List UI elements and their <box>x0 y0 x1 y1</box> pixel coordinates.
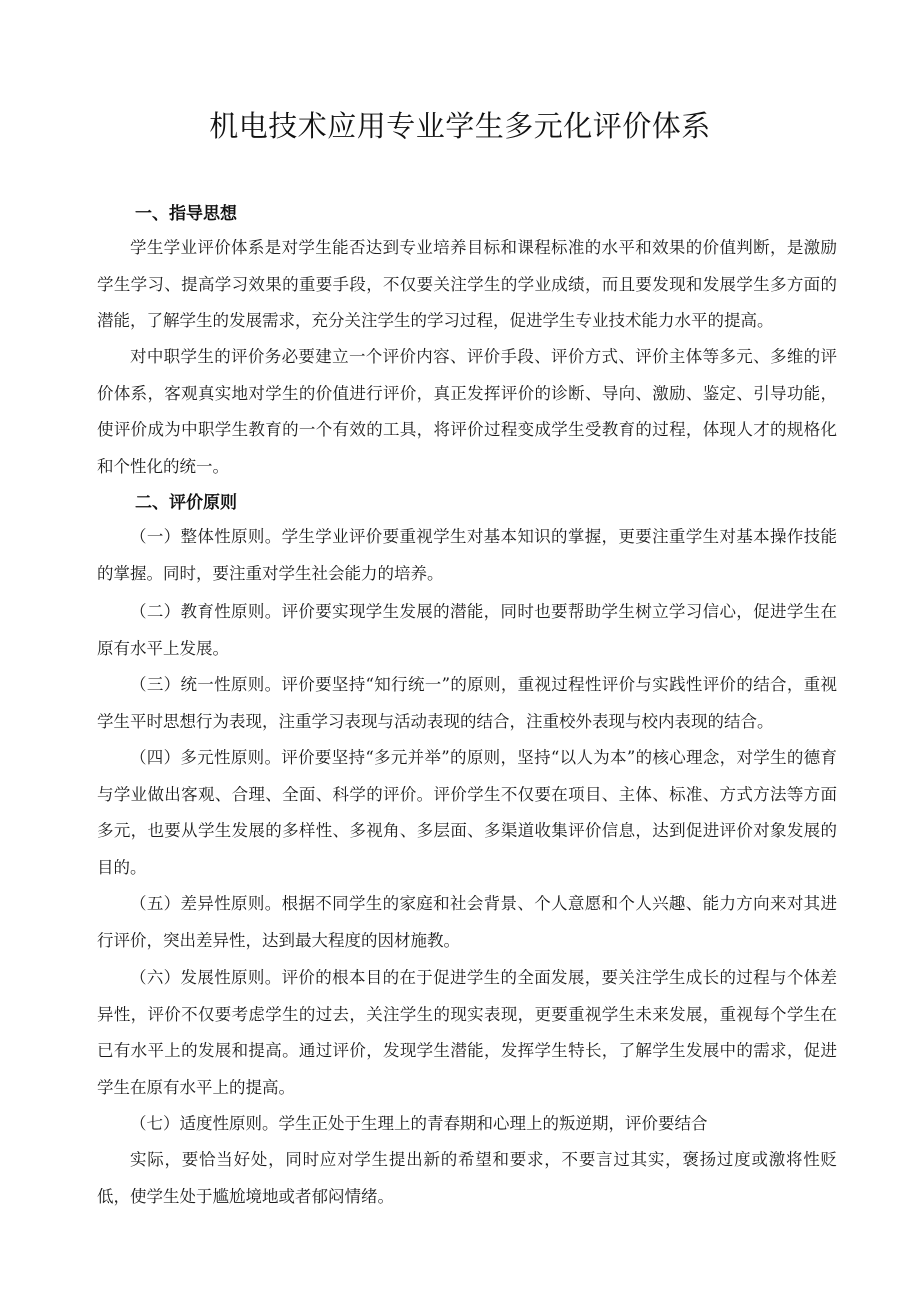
paragraph: （六）发展性原则。评价的根本目的在于促进学生的全面发展，要关注学生成长的过程与个体差异性，评价不仅要考虑学生的过去，关注学生的现实表现，更要重视学生未来发展，重视每个学生在已有水平上的发展和提高。通过评价，发现学生潜能，发挥学生特长，了解学生发展中的需求，促进学生在原有水平上的提高。 <box>97 968 837 1097</box>
section-heading-evaluation-principles: 二、评价原则 <box>135 493 237 513</box>
section-heading-guiding-ideology: 一、指导思想 <box>135 204 237 224</box>
paragraph: （五）差异性原则。根据不同学生的家庭和社会背景、个人意愿和个人兴趣、能力方向来对其进行评价，突出差异性，达到最大程度的因材施教。 <box>97 894 837 950</box>
paragraph: （一）整体性原则。学生学业评价要重视学生对基本知识的掌握，更要注重学生对基本操作技能的掌握。同时，要注重对学生社会能力的培养。 <box>97 527 837 583</box>
paragraph: 对中职学生的评价务必要建立一个评价内容、评价手段、评价方式、评价主体等多元、多维的评价体系，客观真实地对学生的价值进行评价，真正发挥评价的诊断、导向、激励、鉴定、引导功能，使评价成为中职学生教育的一个有效的工具，将评价过程变成学生受教育的过程，体现人才的规格化和个性化的统一。 <box>97 347 837 476</box>
paragraph: （三）统一性原则。评价要坚持“知行统一”的原则，重视过程性评价与实践性评价的结合，重视学生平时思想行为表现，注重学习表现与活动表现的结合，注重校外表现与校内表现的结合。 <box>97 675 837 731</box>
paragraph: （二）教育性原则。评价要实现学生发展的潜能，同时也要帮助学生树立学习信心，促进学生在原有水平上发展。 <box>97 602 837 658</box>
document-title: 机电技术应用专业学生多元化评价体系 <box>209 109 711 143</box>
paragraph: 实际，要恰当好处，同时应对学生提出新的希望和要求，不要言过其实，褒扬过度或激将性贬低，使学生处于尴尬境地或者郁闷情绪。 <box>97 1150 837 1206</box>
paragraph: 学生学业评价体系是对学生能否达到专业培养目标和课程标准的水平和效果的价值判断，是激励学生学习、提高学习效果的重要手段，不仅要关注学生的学业成绩，而且要发现和发展学生多方面的潜能，了解学生的发展需求，充分关注学生的学习过程，促进学生专业技术能力水平的提高。 <box>97 238 837 330</box>
paragraph: （四）多元性原则。评价要坚持“多元并举”的原则，坚持“以人为本”的核心理念，对学生的德育与学业做出客观、合理、全面、科学的评价。评价学生不仅要在项目、主体、标准、方式方法等方面多元，也要从学生发展的多样性、多视角、多层面、多渠道收集评价信息，达到促进评价对象发展的目的。 <box>97 748 837 877</box>
paragraph: （七）适度性原则。学生正处于生理上的青春期和心理上的叛逆期，评价要结合 <box>130 1114 708 1133</box>
